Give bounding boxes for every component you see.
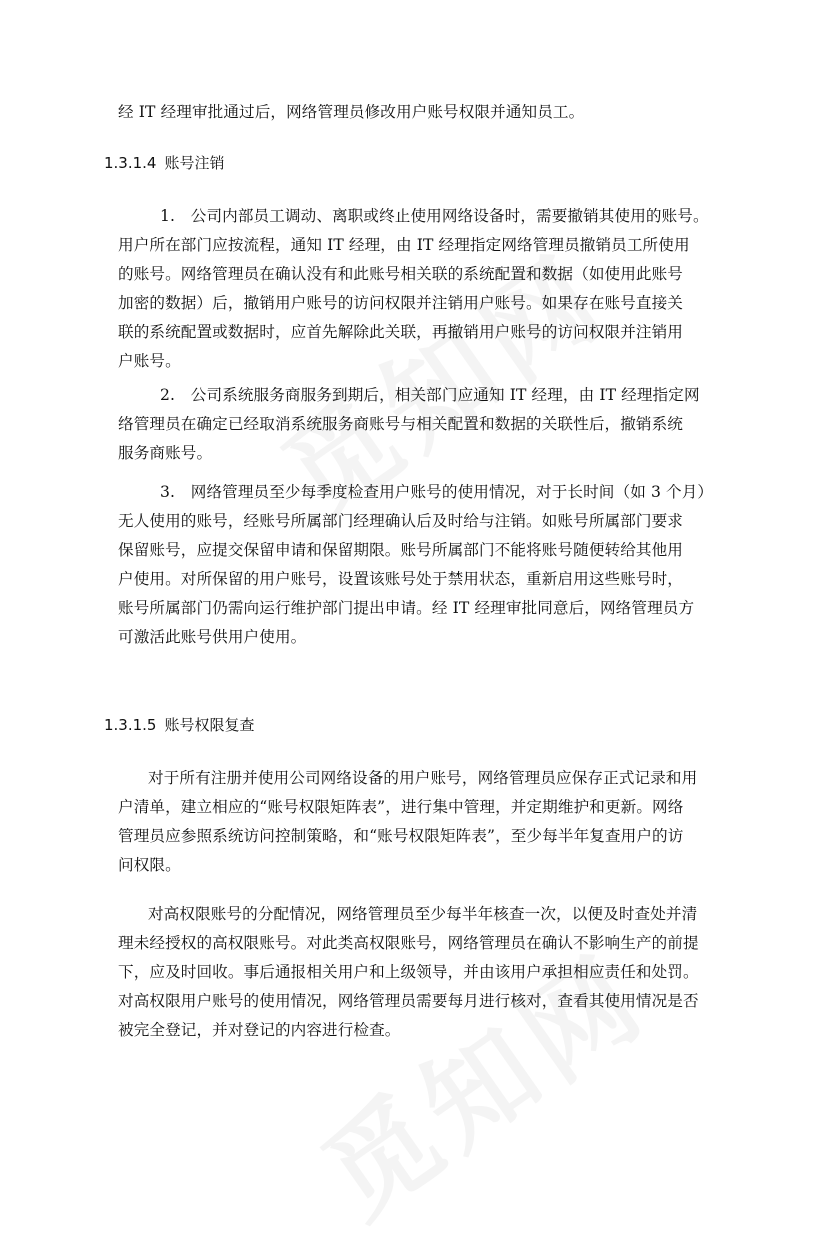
intro-paragraph: 经 IT 经理审批通过后，网络管理员修改用户账号权限并通知员工。 (118, 103, 585, 121)
paragraph-line: 账号所属部门仍需向运行维护部门提出申请。经 IT 经理审批同意后，网络管理员方 (118, 599, 695, 617)
paragraph-line: 可激活此账号供用户使用。 (118, 628, 307, 646)
paragraph-line: 户账号。 (118, 352, 181, 370)
paragraph-line: 3. 网络管理员至少每季度检查用户账号的使用情况，对于长时间（如 3 个月） (160, 483, 714, 501)
paragraph-line: 下，应及时回收。事后通报相关用户和上级领导，并由该用户承担相应责任和处罚。 (118, 963, 699, 981)
paragraph-line: 户清单，建立相应的“账号权限矩阵表”，进行集中管理，并定期维护和更新。网络 (118, 798, 684, 816)
paragraph-line: 用户所在部门应按流程，通知 IT 经理，由 IT 经理指定网络管理员撤销员工所使用 (118, 236, 690, 254)
paragraph-line: 1. 公司内部员工调动、离职或终止使用网络设备时，需要撤销其使用的账号。 (160, 207, 709, 225)
section-heading-1314 (104, 152, 225, 174)
paragraph-line: 保留账号，应提交保留申请和保留期限。账号所属部门不能将账号随便转给其他用 (118, 541, 683, 559)
paragraph-line: 对高权限用户账号的使用情况，网络管理员需要每月进行核对，查看其使用情况是否 (118, 992, 699, 1010)
paragraph-line: 户使用。对所保留的用户账号，设置该账号处于禁用状态，重新启用这些账号时， (118, 570, 683, 588)
paragraph-line: 问权限。 (118, 856, 181, 874)
section-heading-1315 (104, 714, 255, 736)
paragraph-line: 无人使用的账号，经账号所属部门经理确认后及时给与注销。如账号所属部门要求 (118, 512, 683, 530)
paragraph-line: 2. 公司系统服务商服务到期后，相关部门应通知 IT 经理，由 IT 经理指定网 (160, 386, 700, 404)
paragraph-line: 管理员应参照系统访问控制策略，和“账号权限矩阵表”，至少每半年复查用户的访 (118, 827, 684, 845)
paragraph-line: 的账号。网络管理员在确认没有和此账号相关联的系统配置和数据（如使用此账号 (118, 265, 683, 283)
paragraph-line: 对于所有注册并使用公司网络设备的用户账号，网络管理员应保存正式记录和用 (148, 769, 698, 787)
section-title: 账号注销 (164, 154, 225, 172)
paragraph-line: 服务商账号。 (118, 444, 213, 462)
paragraph-line: 理未经授权的高权限账号。对此类高权限账号，网络管理员在确认不影响生产的前提 (118, 934, 699, 952)
section-title: 账号权限复查 (164, 716, 255, 734)
paragraph-line: 络管理员在确定已经取消系统服务商账号与相关配置和数据的关联性后，撤销系统 (118, 415, 683, 433)
paragraph-line: 加密的数据）后，撤销用户账号的访问权限并注销用户账号。如果存在账号直接关 (118, 294, 683, 312)
paragraph-line: 对高权限账号的分配情况，网络管理员至少每半年核查一次，以便及时查处并清 (148, 905, 698, 923)
paragraph-line: 联的系统配置或数据时，应首先解除此关联，再撤销用户账号的访问权限并注销用 (118, 323, 683, 341)
section-number: 1.3.1.4 (104, 154, 157, 172)
paragraph-line: 被完全登记，并对登记的内容进行检查。 (118, 1021, 401, 1039)
section-number: 1.3.1.5 (104, 716, 157, 734)
